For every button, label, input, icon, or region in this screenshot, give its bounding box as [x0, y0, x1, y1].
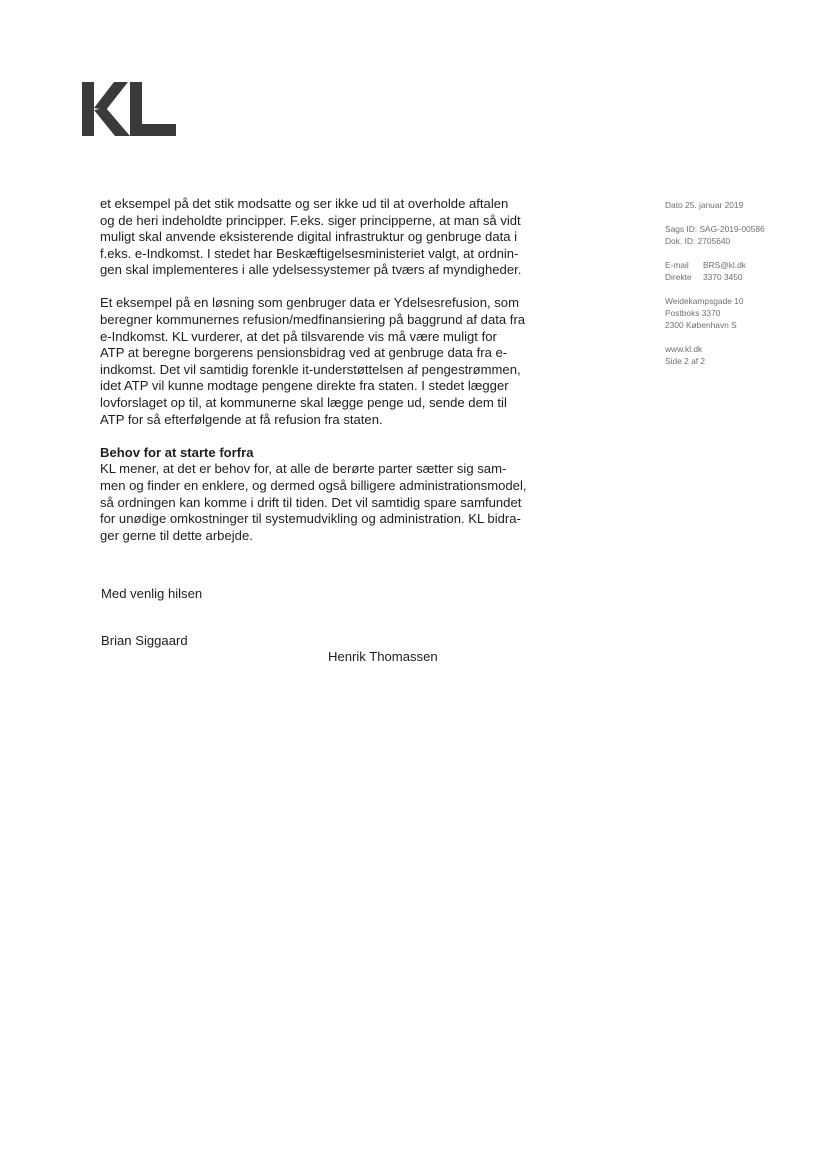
- signature-name: Henrik Thomassen: [328, 649, 438, 664]
- text-line: ATP for så efterfølgende at få refusion fra staten.: [100, 411, 383, 427]
- closing-greeting: Med venlig hilsen: [101, 586, 203, 601]
- date-value: 25. januar 2019: [685, 200, 744, 210]
- website-link[interactable]: www.kl.dk: [665, 344, 703, 354]
- dok-id-row: [665, 235, 815, 247]
- paragraph-2: [100, 295, 555, 428]
- page-number: Side 2 af 2: [665, 356, 706, 366]
- text-line: beregner kommunernes refusion/medfinansiering på baggrund af data fra: [100, 312, 526, 328]
- direkte-label: Direkte: [665, 272, 692, 282]
- email-label: E-mail: [665, 260, 689, 270]
- address-line: Postboks 3370: [665, 308, 721, 318]
- dok-id-label: Dok. ID:: [665, 236, 696, 246]
- section-heading: Behov for at starte forfra: [100, 444, 254, 460]
- text-line: så ordningen kan komme i drift til tiden. Det vil samtidig spare samfundet: [100, 494, 522, 510]
- date-label: Dato: [665, 200, 683, 210]
- address-line: Weidekampsgade 10: [665, 296, 744, 306]
- text-line: e-Indkomst. KL vurderer, at det på tilsvarende vis må være muligt for: [100, 328, 497, 344]
- sags-id-label: Sags ID:: [665, 224, 698, 234]
- email-row: [665, 259, 815, 271]
- text-line: ger gerne til dette arbejde.: [100, 527, 253, 543]
- text-line: et eksempel på det stik modsatte og ser ikke ud til at overholde aftalen: [100, 196, 509, 211]
- contact-group: [665, 259, 815, 283]
- text-line: men og finder en enklere, og dermed også billigere administrationsmodel,: [100, 477, 527, 493]
- text-line: lovforslaget op til, at kommunerne skal lægge penge ud, sende dem til: [100, 395, 507, 411]
- text-line: for unødige omkostninger til systemudvikling og administration. KL bidra-: [100, 511, 521, 527]
- text-line: ATP at beregne borgerens pensionsbidrag ved at genbruge data fra e-: [100, 345, 508, 361]
- sags-id-row: [665, 223, 815, 235]
- paragraph-1: [100, 196, 555, 279]
- date-row: [665, 199, 815, 211]
- email-value: BRS@kl.dk: [703, 260, 746, 270]
- text-line: Et eksempel på en løsning som genbruger data er Ydelsesrefusion, som: [100, 295, 519, 311]
- text-line: f.eks. e-Indkomst. I stedet har Beskæftigelsesministeriet valgt, at ordnin-: [100, 245, 519, 261]
- signature-name: Brian Siggaard: [101, 633, 188, 648]
- text-line: KL mener, at det er behov for, at alle de berørte parter sætter sig sam-: [100, 461, 507, 477]
- text-line: indkomst. Det vil samtidig forenkle it-understøttelsen af pengestrømmen,: [100, 361, 521, 377]
- date-group: [665, 199, 815, 211]
- sags-id-value: SAG-2019-00586: [699, 224, 765, 234]
- kl-logo: [80, 80, 180, 140]
- text-line: muligt skal anvende eksisterende digital infrastruktur og genbruge data i: [100, 229, 518, 245]
- letter-body: [100, 196, 555, 544]
- direkte-value: 3370 3450: [703, 272, 743, 282]
- ids-group: [665, 223, 815, 247]
- dok-id-value: 2705640: [697, 236, 731, 246]
- text-line: og de heri indeholdte principper. F.eks. siger principperne, at man så vidt: [100, 212, 521, 228]
- direkte-row: [665, 271, 815, 283]
- address-line: 2300 København S: [665, 320, 737, 330]
- address-group: [665, 295, 815, 331]
- web-group: [665, 343, 815, 367]
- sidebar-metadata: [665, 199, 815, 379]
- paragraph-3: [100, 445, 555, 545]
- text-line: gen skal implementeres i alle ydelsessystemer på tværs af myndigheder.: [100, 262, 522, 278]
- text-line: idet ATP vil kunne modtage pengene direkte fra staten. I stedet lægger: [100, 378, 509, 394]
